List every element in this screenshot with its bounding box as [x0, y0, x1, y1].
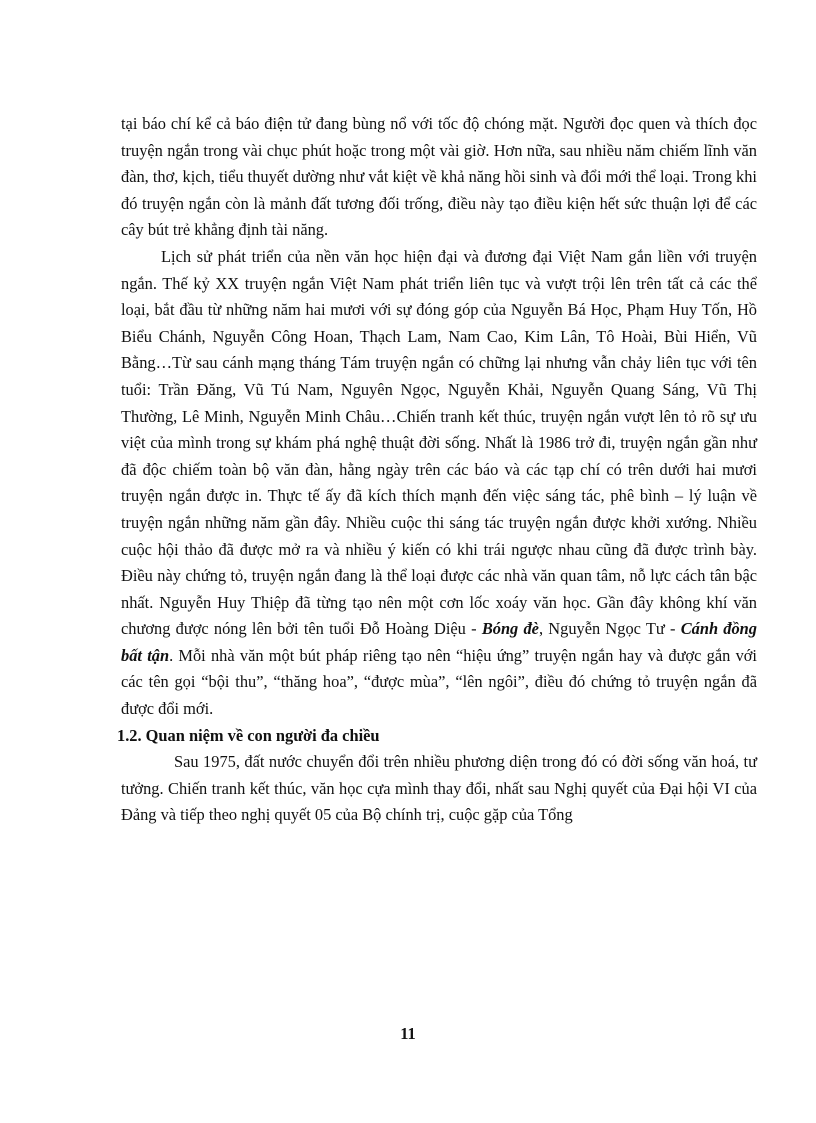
document-page	[117, 111, 757, 829]
paragraph-2-text-a: Lịch sử phát triển của nền văn học hiện đại và đương đại Việt Nam gắn liền với truyện ngắn. Thế kỷ XX truyện ngắn Việt Nam phát triển liên tục và vượt trội lên trên tất cả các thể loại, bắt đầu từ những năm hai mươi với sự đóng góp của Nguyễn Bá Học, Phạm Huy Tốn, Hồ Biểu Chánh, Nguyễn Công Hoan, Thạch Lam, Nam Cao, Kim Lân, Tô Hoài, Bùi Hiển, Vũ Bằng…Từ sau cánh mạng tháng Tám truyện ngắn có chững lại nhưng vẫn chảy liên tục với tên tuổi: Trần Đăng, Vũ Tú Nam, Nguyên Ngọc, Nguyễn Khải, Nguyễn Quang Sáng, Vũ Thị Thường, Lê Minh, Nguyễn Minh Châu…Chiến tranh kết thúc, truyện ngắn vượt lên tỏ rõ sự ưu việt của mình trong sự khám phá nghệ thuật đời sống. Nhất là 1986 trở đi, truyện ngắn gần như đã độc chiếm toàn bộ văn đàn, hằng ngày trên các báo và các tạp chí có trên dưới hai mươi truyện ngắn được in. Thực tế ấy đã kích thích mạnh đến việc sáng tác, phê bình – lý luận về truyện ngắn những năm gần đây. Nhiều cuộc thi sáng tác truyện ngắn được khởi xướng. Nhiều cuộc hội thảo đã được mở ra và nhiều ý kiến có khi trái ngược nhau cũng đã được trình bày. Điều này chứng tỏ, truyện ngắn đang là thể loại được các nhà văn quan tâm, nỗ lực cách tân bậc nhất. Nguyễn Huy Thiệp đã từng tạo nên một cơn lốc xoáy văn học. Gần đây không khí văn chương được nóng lên bởi tên tuổi Đỗ Hoàng Diệu -	[121, 246, 757, 639]
paragraph-1: tại báo chí kể cả báo điện tử đang bùng nổ với tốc độ chóng mặt. Người đọc quen và thích đọc truyện ngắn trong vài chục phút hoặc trong một vài giờ. Hơn nữa, sau nhiều năm chiếm lĩnh văn đàn, thơ, kịch, tiểu thuyết dường như vắt kiệt về khả năng hồi sinh và đổi mới thể loại. Trong khi đó truyện ngắn còn là mảnh đất tương đối trống, điều này tạo điều kiện hết sức thuận lợi để các cây bút trẻ khẳng định tài năng.	[121, 114, 757, 240]
paragraph-3: Sau 1975, đất nước chuyển đổi trên nhiều phương diện trong đó có đời sống văn hoá, tư tưởng. Chiến tranh kết thúc, văn học cựa mình thay đổi, nhất sau Nghị quyết của Đại hội VI của Đảng và tiếp theo nghị quyết 05 của Bộ chính trị, cuộc gặp của Tổng	[121, 752, 757, 825]
paragraph-2-text-c: . Mỗi nhà văn một bút pháp riêng tạo nên “hiệu ứng” truyện ngắn hay và được gắn với các tên gọi “bội thu”, “thăng hoa”, “được mùa”, “lên ngôi”, điều đó chứng tỏ truyện ngắn đã được đổi mới.	[121, 645, 757, 719]
page-number: 11	[400, 1024, 416, 1043]
paragraph-2-text-b: , Nguyễn Ngọc Tư -	[538, 619, 681, 639]
paragraph-2	[121, 244, 757, 723]
work-title-canh-dong-bat-tan: Cánh đồng bất tận	[121, 619, 757, 665]
work-title-bong-de: Bóng đè	[481, 619, 539, 639]
section-heading: 1.2. Quan niệm về con người đa chiều	[117, 725, 380, 745]
